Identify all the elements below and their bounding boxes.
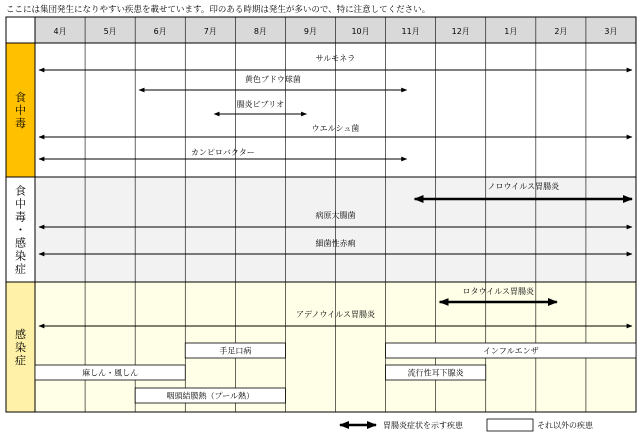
disease-label: 手足口病 [219,346,252,356]
legend-box-label: それ以外の疾患 [537,421,593,430]
legend-box [487,419,533,431]
disease-label: 流行性耳下腺炎 [407,368,464,378]
disease-label: 黄色ブドウ球菌 [244,75,301,84]
category-label: 食中毒 [15,91,26,130]
month-label: 8月 [253,27,267,36]
header-corner [6,17,35,43]
header-row [6,17,636,43]
month-label: 12月 [451,27,470,36]
disease-label: カンピロバクター [190,148,255,157]
disease-label: インフルエンザ [482,346,539,356]
disease-label: ロタウイルス胃腸炎 [462,287,535,296]
month-label: 2月 [554,27,568,36]
disease-label: ノロウイルス胃腸炎 [487,182,560,191]
month-label: 5月 [103,27,117,36]
legend-arrow-label: 胃腸炎症状を示す疾患 [383,421,463,430]
category-label: 感染症 [15,328,26,367]
month-label: 7月 [203,27,217,36]
disease-label: 腸炎ビブリオ [236,100,285,109]
disease-label: 病原大腸菌 [315,211,356,220]
month-label: 4月 [53,27,67,36]
disease-label: アデノウイルス胃腸炎 [296,310,375,319]
category-label: 食中毒・感染症 [15,184,26,276]
month-label: 3月 [604,27,618,36]
month-label: 10月 [351,27,370,36]
month-label: 1月 [504,27,518,36]
disease-label: サルモネラ [315,54,356,63]
disease-label: 麻しん・風しん [82,368,139,378]
disease-label: ウエルシュ菌 [311,124,360,133]
month-label: 6月 [153,27,167,36]
disease-label: 咽頭結膜熱（プール熱） [166,391,255,401]
month-label: 11月 [401,27,420,36]
caption: ここには集団発生になりやすい疾患を載せています。印のある時期は発生が多いので、特に注意してください。 [6,5,431,15]
month-label: 9月 [303,27,318,36]
disease-label: 細菌性赤痢 [315,239,356,248]
